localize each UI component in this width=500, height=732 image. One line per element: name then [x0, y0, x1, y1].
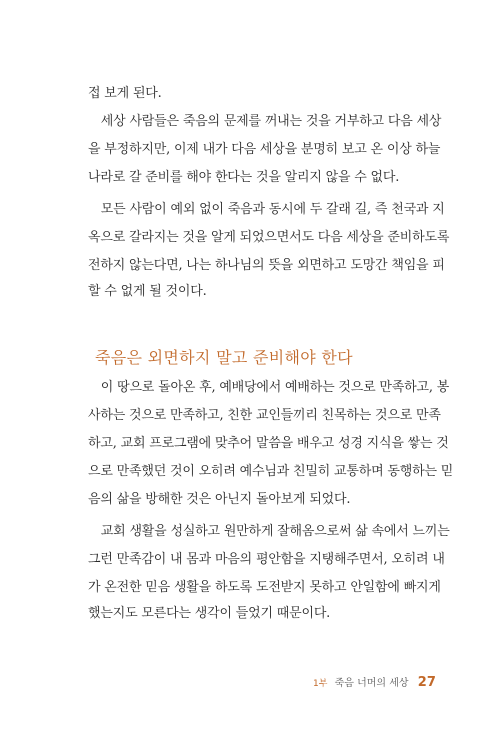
body-line: 했는지도 모른다는 생각이 들었기 때문이다.	[88, 606, 331, 621]
body-line: 가 온전한 믿음 생활을 하도록 도전받지 못하고 안일함에 빠지게	[88, 580, 441, 595]
body-line: 을 부정하지만, 이제 내가 다음 세상을 분명히 보고 온 이상 하늘	[88, 142, 441, 157]
body-line: 옥으로 갈라지는 것을 알게 되었으면서도 다음 세상을 준비하도록	[88, 230, 450, 245]
body-line: 음의 삶을 방해한 것은 아닌지 돌아보게 되었다.	[88, 492, 351, 507]
body-line: 하고, 교회 프로그램에 맞추어 말씀을 배우고 성경 지식을 쌓는 것	[88, 436, 449, 451]
footer-chapter-title: 죽음 너머의 세상	[334, 678, 409, 689]
body-line: 그런 만족감이 내 몸과 마음의 평안함을 지탱해주면서, 오히려 내	[88, 552, 445, 567]
section-heading: 죽음은 외면하지 말고 준비해야 한다	[95, 348, 353, 367]
footer-part-label: 1부	[313, 679, 328, 689]
body-line: 으로 만족했던 것이 오히려 예수님과 친밀히 교통하며 동행하는 믿	[88, 464, 454, 479]
body-line: 할 수 없게 될 것이다.	[88, 284, 207, 299]
body-line: 이 땅으로 돌아온 후, 예배당에서 예배하는 것으로 만족하고, 봉	[88, 380, 450, 395]
body-line: 모든 사람이 예외 없이 죽음과 동시에 두 갈래 길, 즉 천국과 지	[88, 202, 445, 217]
body-line: 전하지 않는다면, 나는 하나님의 뜻을 외면하고 도망간 책임을 피	[88, 258, 445, 273]
body-line: 세상 사람들은 죽음의 문제를 꺼내는 것을 거부하고 다음 세상	[88, 114, 442, 129]
page-number: 27	[417, 675, 436, 690]
body-line: 접 보게 된다.	[88, 86, 162, 101]
body-line: 사하는 것으로 만족하고, 친한 교인들끼리 친목하는 것으로 만족	[88, 408, 441, 423]
running-footer	[313, 674, 436, 690]
body-line: 나라로 갈 준비를 해야 한다는 것을 알리지 않을 수 없다.	[88, 170, 400, 185]
body-line: 교회 생활을 성실하고 원만하게 잘해옴으로써 삶 속에서 느끼는	[88, 524, 450, 539]
